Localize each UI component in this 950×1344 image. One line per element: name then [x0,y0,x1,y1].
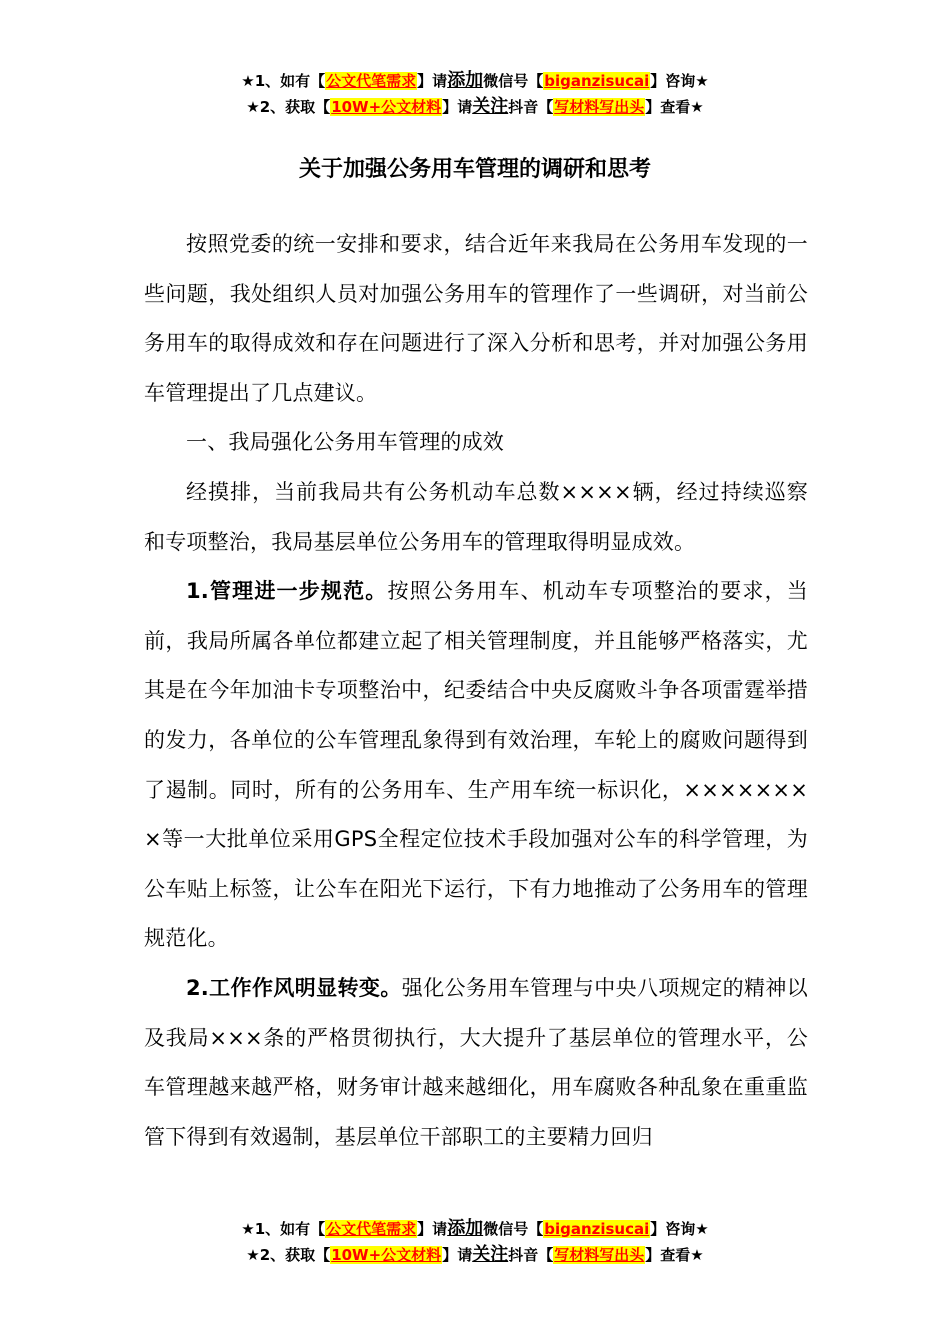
promo-line-1-highlight-service: 公文代笔需求 [326,72,417,90]
promo-footer-line-1-highlight-service: 公文代笔需求 [326,1220,417,1238]
document-body [144,220,808,1162]
promo-footer-line-1-emph: 添加 [447,1218,484,1239]
promo-line-2-highlight-douyin: 写材料写出头 [554,98,645,116]
promo-footer-line-2-emph: 关注 [472,1244,509,1265]
promo-line-1-mid: 】请 [417,72,448,90]
section-heading-1: 一、我局强化公务用车管理的成效 [186,430,504,455]
promo-line-1-suffix: 】咨询★ [650,72,709,90]
promo-line-2-emph: 关注 [472,96,509,117]
document-title: 关于加强公务用车管理的调研和思考 [298,157,651,182]
promo-footer-line-2-highlight-materials: 10W+公文材料 [331,1246,442,1264]
promo-header [0,68,950,120]
point-2-lead: 2.工作作风明显转变。 [186,975,402,1000]
promo-line-2-mid2: 抖音【 [508,98,554,116]
point-2-body: 强化公务用车管理与中央八项规定的精神以及我局×××条的严格贯彻执行，大大提升了基层单位的管理水平，公车管理越来越严格，财务审计越来越细化，用车腐败各种乱象在重重监管下得到有效遏制，基层单位干部职工的主要精力回归 [144,975,808,1149]
promo-footer-line-2-prefix: ★2、获取【 [246,1246,331,1264]
paragraph-point-1 [144,567,808,964]
promo-footer-line-1-mid2: 微信号【 [483,1220,544,1238]
promo-line-2-suffix: 】查看★ [645,98,704,116]
promo-line-1 [0,68,950,94]
promo-line-1-prefix: ★1、如有【 [241,72,326,90]
promo-footer-line-2-suffix: 】查看★ [645,1246,704,1264]
paragraph-intro: 按照党委的统一安排和要求，结合近年来我局在公务用车发现的一些问题，我处组织人员对加强公务用车的管理作了一些调研，对当前公务用车的取得成效和存在问题进行了深入分析和思考，并对加强公务用车管理提出了几点建议。 [144,232,808,405]
paragraph-point-2 [144,964,808,1162]
promo-footer-line-1-highlight-wechat: biganzisucai [544,1220,650,1238]
promo-footer-line-2-mid2: 抖音【 [508,1246,554,1264]
promo-footer-line-2-highlight-douyin: 写材料写出头 [554,1246,645,1264]
promo-footer-line-1-mid: 】请 [417,1220,448,1238]
promo-footer-line-1-suffix: 】咨询★ [650,1220,709,1238]
promo-line-2-highlight-materials: 10W+公文材料 [331,98,442,116]
point-1-body: 按照公务用车、机动车专项整治的要求，当前，我局所属各单位都建立起了相关管理制度，并且能够严格落实，尤其是在今年加油卡专项整治中，纪委结合中央反腐败斗争各项雷霆举措的发力，各单位的公车管理乱象得到有效治理，车轮上的腐败问题得到了遏制。同时，所有的公务用车、生产用车统一标识化，××××××××等一大批单位采用GPS全程定位技术手段加强对公车的科学管理，为公车贴上标签，让公车在阳光下运行，下有力地推动了公务用车的管理规范化。 [144,579,808,951]
promo-line-1-mid2: 微信号【 [483,72,544,90]
promo-footer [0,1216,950,1268]
paragraph-overview: 经摸排，当前我局共有公务机动车总数××××辆，经过持续巡察和专项整治，我局基层单位公务用车的管理取得明显成效。 [144,479,808,554]
promo-line-1-highlight-wechat: biganzisucai [544,72,650,90]
promo-line-2 [0,94,950,120]
promo-line-1-emph: 添加 [447,70,484,91]
promo-footer-line-1 [0,1216,950,1242]
promo-footer-line-2-mid: 】请 [442,1246,473,1264]
promo-footer-line-1-prefix: ★1、如有【 [241,1220,326,1238]
promo-footer-line-2 [0,1242,950,1268]
point-1-lead: 1.管理进一步规范。 [186,579,388,604]
promo-line-2-mid: 】请 [442,98,473,116]
promo-line-2-prefix: ★2、获取【 [246,98,331,116]
